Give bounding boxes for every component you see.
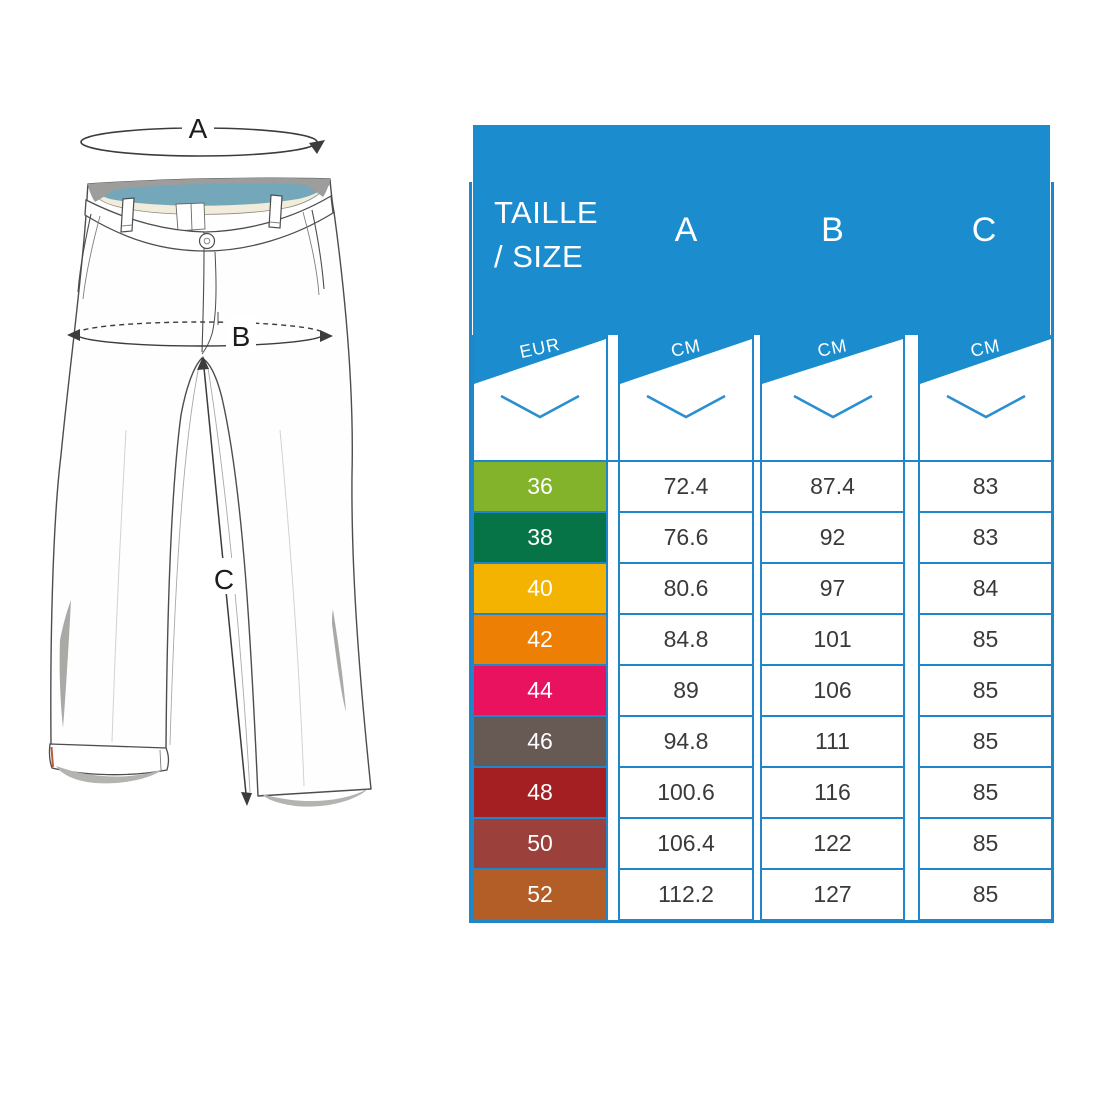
unit-label-eur: EUR <box>517 333 563 363</box>
value-cell-c: 85 <box>918 817 1053 870</box>
unit-label-c: CM <box>968 335 1003 361</box>
table-row <box>472 817 1053 870</box>
value-cell-c: 85 <box>918 766 1053 819</box>
unit-cell-b[interactable] <box>760 335 905 462</box>
value-cell-c: 85 <box>918 715 1053 768</box>
value-cell-a: 89 <box>618 664 754 717</box>
column-header-c: C <box>971 211 997 249</box>
size-cell: 42 <box>472 613 608 666</box>
value-cell-c: 84 <box>918 562 1053 615</box>
unit-cell-a[interactable] <box>618 335 754 462</box>
value-cell-a: 80.6 <box>618 562 754 615</box>
size-table <box>472 460 1053 921</box>
table-row <box>472 715 1053 768</box>
size-cell: 52 <box>472 868 608 921</box>
column-header-a: A <box>674 211 698 249</box>
column-header-b: B <box>821 211 844 249</box>
value-cell-c: 85 <box>918 664 1053 717</box>
measure-c-label: C <box>213 564 235 595</box>
chevron-down-icon[interactable] <box>791 393 875 421</box>
size-cell: 46 <box>472 715 608 768</box>
size-cell: 44 <box>472 664 608 717</box>
table-row <box>472 460 1053 513</box>
value-cell-a: 94.8 <box>618 715 754 768</box>
measure-b-label: B <box>231 321 251 352</box>
chevron-down-icon[interactable] <box>498 393 582 421</box>
value-cell-c: 83 <box>918 460 1053 513</box>
value-cell-c: 85 <box>918 613 1053 666</box>
value-cell-b: 97 <box>760 562 905 615</box>
size-cell: 50 <box>472 817 608 870</box>
value-cell-a: 112.2 <box>618 868 754 921</box>
value-cell-b: 127 <box>760 868 905 921</box>
belt-loop-left <box>121 198 134 232</box>
unit-cell-c[interactable] <box>918 335 1053 462</box>
size-title-line1: TAILLE <box>494 195 599 230</box>
value-cell-a: 76.6 <box>618 511 754 564</box>
table-row <box>472 868 1053 921</box>
table-header <box>473 125 1050 335</box>
value-cell-c: 85 <box>918 868 1053 921</box>
value-cell-b: 106 <box>760 664 905 717</box>
measure-c-arrow-bottom <box>241 792 252 806</box>
measure-a-label: A <box>188 113 208 144</box>
value-cell-b: 87.4 <box>760 460 905 513</box>
size-cell: 36 <box>472 460 608 513</box>
table-row <box>472 511 1053 564</box>
size-cell: 40 <box>472 562 608 615</box>
pants-diagram <box>0 0 470 1100</box>
table-border-left <box>469 182 472 923</box>
size-title-line2: / SIZE <box>494 239 584 274</box>
value-cell-a: 106.4 <box>618 817 754 870</box>
unit-cell-size[interactable] <box>472 335 608 462</box>
table-row <box>472 562 1053 615</box>
chevron-down-icon[interactable] <box>644 393 728 421</box>
chevron-down-icon[interactable] <box>944 393 1028 421</box>
table-row <box>472 766 1053 819</box>
unit-label-b: CM <box>815 335 850 361</box>
size-cell: 38 <box>472 511 608 564</box>
table-border-bottom <box>469 920 1054 923</box>
value-cell-b: 101 <box>760 613 905 666</box>
table-row <box>472 613 1053 666</box>
value-cell-b: 92 <box>760 511 905 564</box>
value-cell-b: 111 <box>760 715 905 768</box>
value-cell-c: 83 <box>918 511 1053 564</box>
value-cell-a: 100.6 <box>618 766 754 819</box>
unit-label-a: CM <box>669 335 703 361</box>
value-cell-b: 116 <box>760 766 905 819</box>
fly-facing <box>176 203 205 231</box>
table-border-right <box>1051 182 1054 923</box>
pants-outline <box>51 178 371 796</box>
size-cell: 48 <box>472 766 608 819</box>
value-cell-a: 72.4 <box>618 460 754 513</box>
value-cell-b: 122 <box>760 817 905 870</box>
table-row <box>472 664 1053 717</box>
size-title <box>494 191 598 279</box>
value-cell-a: 84.8 <box>618 613 754 666</box>
